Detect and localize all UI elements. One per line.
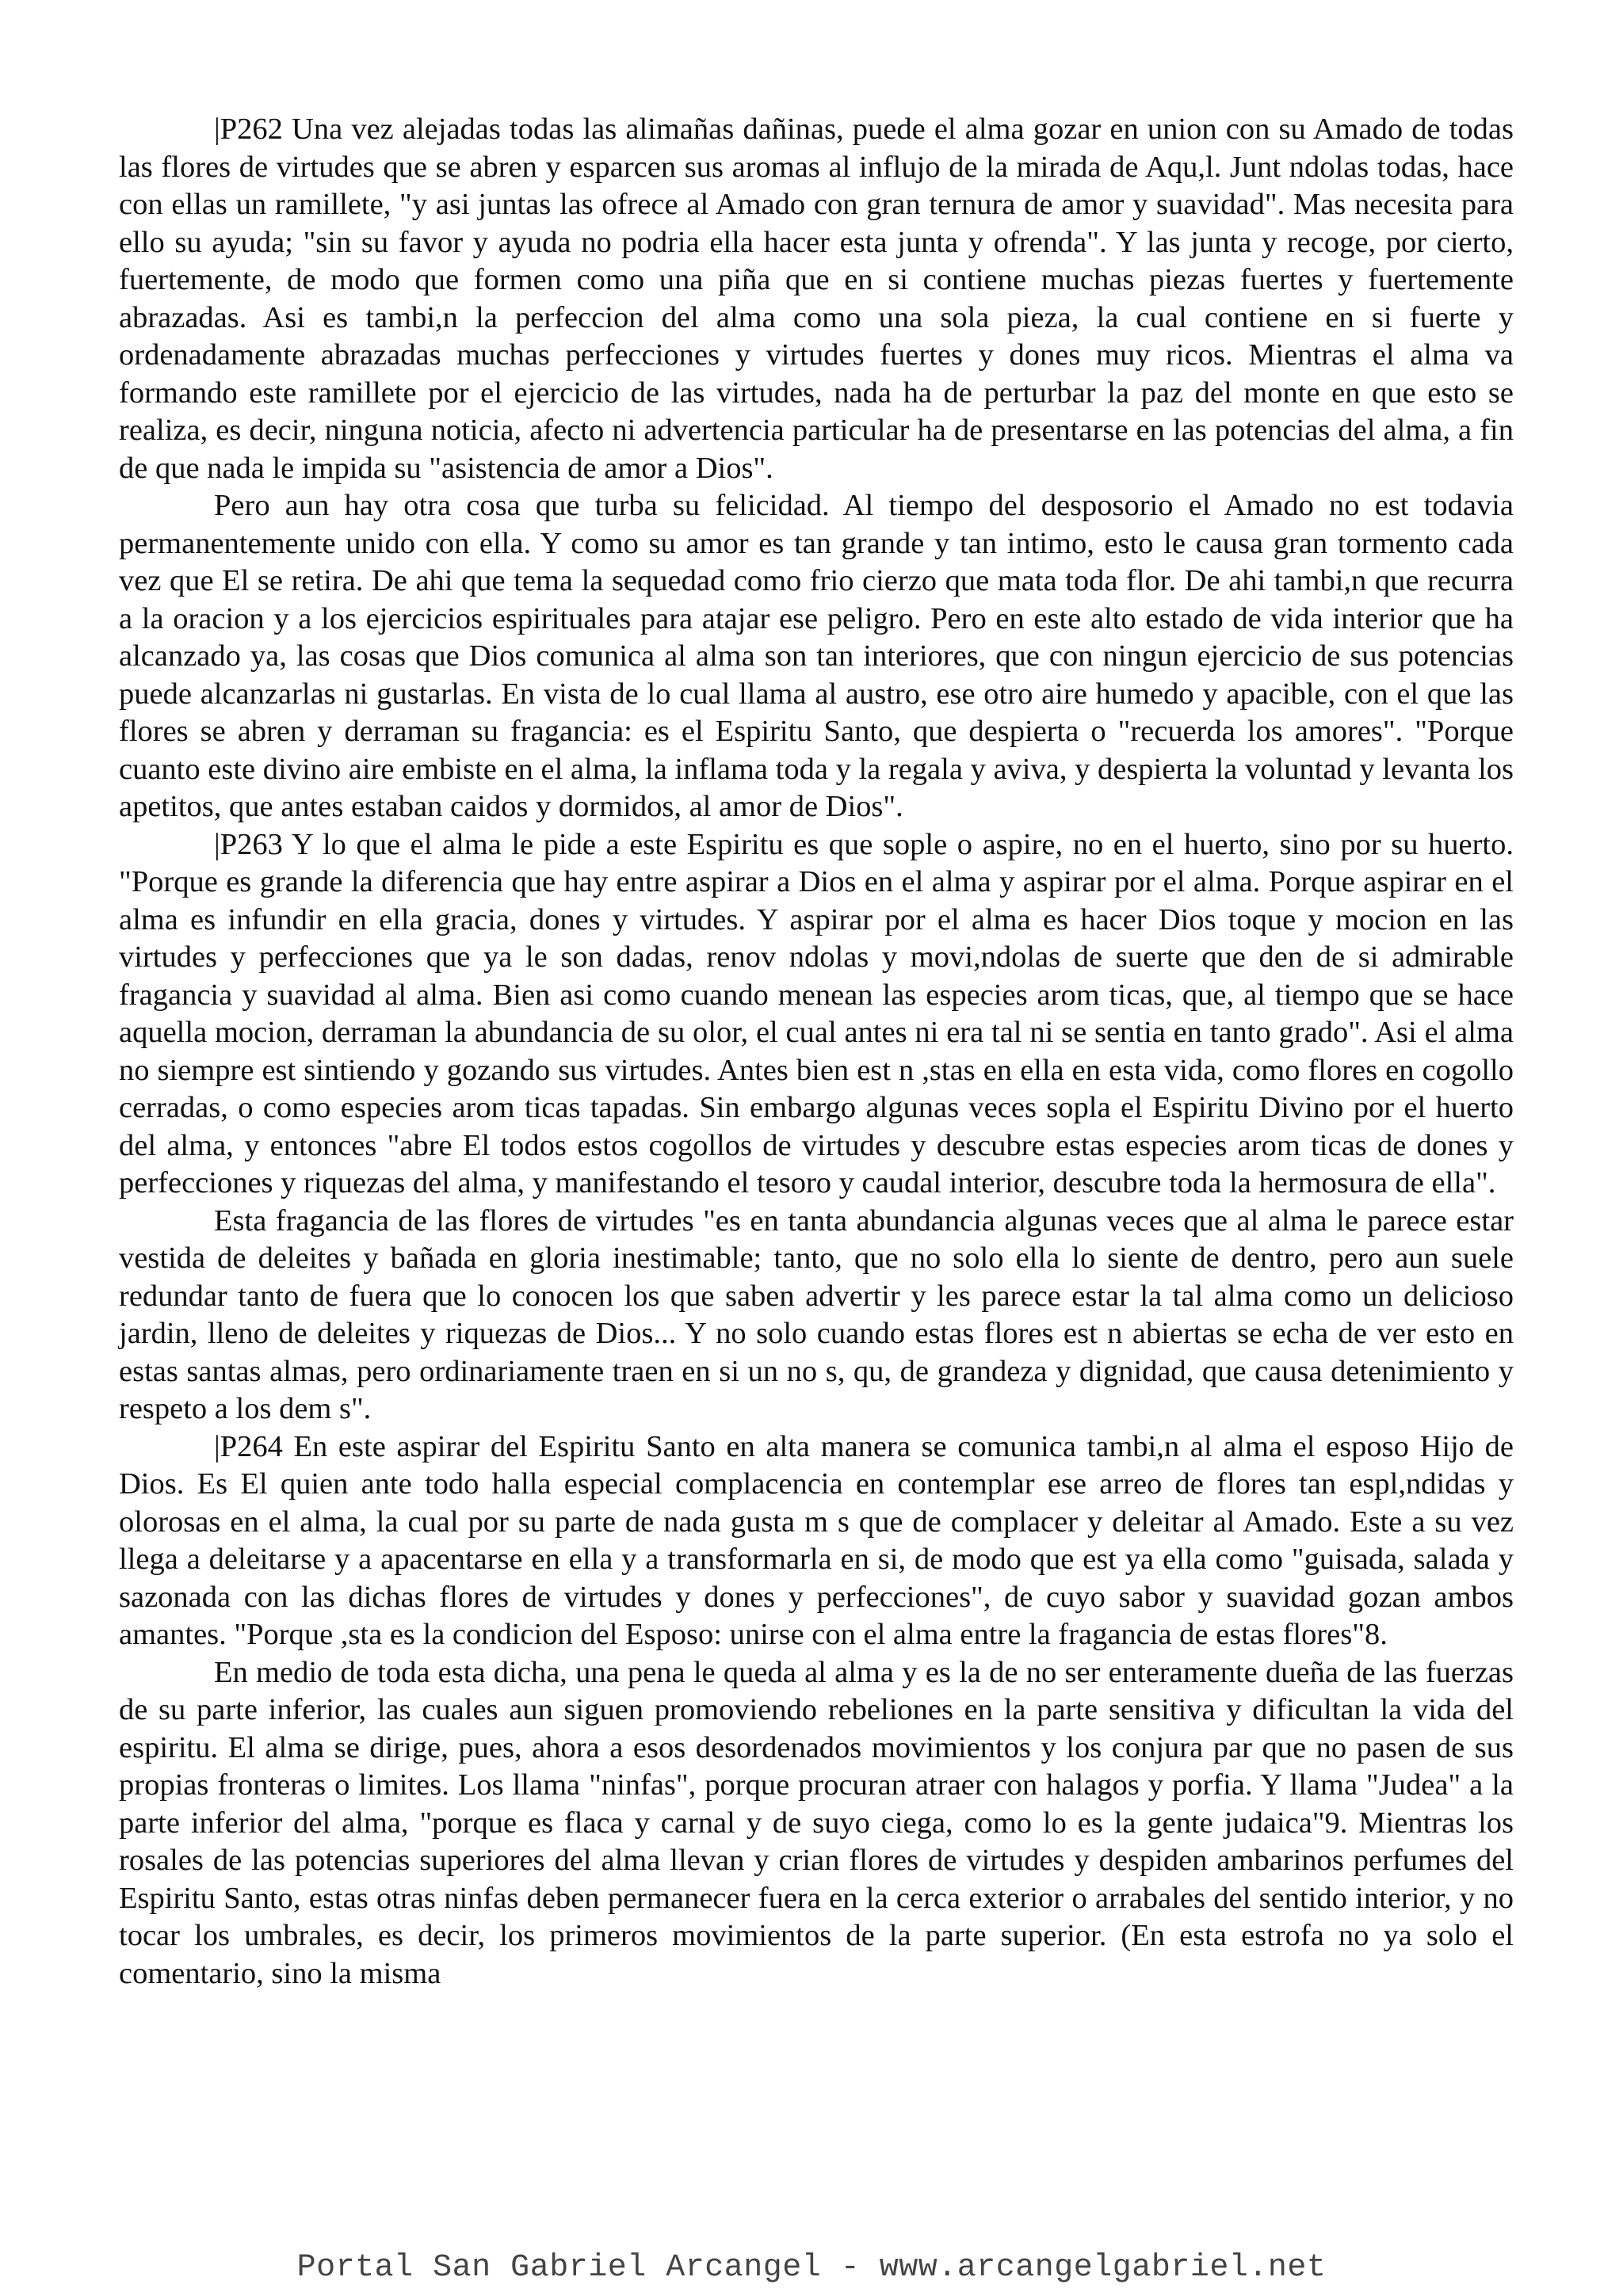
paragraph-felicidad: Pero aun hay otra cosa que turba su felicidad. Al tiempo del desposorio el Amado no est todavia permanentemente unido con ella. Y como su amor es tan grande y tan intimo, esto le causa gran tormento cada vez que El se retira. De ahi que tema la sequedad como frio cierzo que mata toda flor. De ahi tambi,n que recurra a la oracion y a los ejercicios espirituales para atajar ese peligro. Pero en este alto estado de vida interior que ha alcanzado ya, las cosas que Dios comunica al alma son tan interiores, que con ningun ejercicio de sus potencias puede alcanzarlas ni gustarlas. En vista de lo cual llama al austro, ese otro aire humedo y apacible, con el que las flores se abren y derraman su fragancia: es el Espiritu Santo, que despierta o "recuerda los amores". "Porque cuanto este divino aire embiste en el alma, la inflama toda y la regala y aviva, y despierta la voluntad y levanta los apetitos, que antes estaban caidos y dormidos, al amor de Dios". (119, 489, 1514, 823)
paragraph-ninfas: En medio de toda esta dicha, una pena le queda al alma y es la de no ser enteramente dueña de las fuerzas de su parte inferior, las cuales aun siguen promoviendo rebeliones en la parte sensitiva y dificultan la vida del espiritu. El alma se dirige, pues, ahora a esos desordenados movimientos y los conjura par que no pasen de sus propias fronteras o limites. Los llama "ninfas", porque procuran atraer con halagos y porfia. Y llama "Judea" a la parte inferior del alma, "porque es flaca y carnal y de suyo ciega, como lo es la gente judaica"9. Mientras los rosales de las potencias superiores del alma llevan y crian flores de virtudes y despiden ambarinos perfumes del Espiritu Santo, estas otras ninfas deben permanecer fuera en la cerca exterior o arrabales del sentido interior, y no tocar los umbrales, es decir, los primeros movimientos de la parte superior. (En esta estrofa no ya solo el comentario, sino la misma (119, 1655, 1514, 1990)
paragraph-p263: |P263 Y lo que el alma le pide a este Espiritu es que sople o aspire, no en el huerto, sino por su huerto. "Porque es grande la diferencia que hay entre aspirar a Dios en el alma y aspirar por el alma. Porque aspirar en el alma es infundir en ella gracia, dones y virtudes. Y aspirar por el alma es hacer Dios toque y mocion en las virtudes y perfecciones que ya le son dadas, renov ndolas y movi,ndolas de suerte que den de si admirable fragancia y suavidad al alma. Bien asi como cuando menean las especies arom ticas, que, al tiempo que se hace aquella mocion, derraman la abundancia de su olor, el cual antes ni era tal ni se sentia en tanto grado". Asi el alma no siempre est sintiendo y gozando sus virtudes. Antes bien est n ,stas en ella en esta vida, como flores en cogollo cerradas, o como especies arom ticas tapadas. Sin embargo algunas veces sopla el Espiritu Divino por el huerto del alma, y entonces "abre El todos estos cogollos de virtudes y descubre estas especies arom ticas de dones y perfecciones y riquezas del alma, y manifestando el tesoro y caudal interior, descubre toda la hermosura de ella". (119, 827, 1514, 1199)
document-body (119, 111, 1514, 1993)
paragraph-p262: |P262 Una vez alejadas todas las alimañas dañinas, puede el alma gozar en union con su Amado de todas las flores de virtudes que se abren y esparcen sus aromas al influjo de la mirada de Aqu,l. Junt ndolas todas, hace con ellas un ramillete, "y asi juntas las ofrece al Amado con gran ternura de amor y suavidad". Mas necesita para ello su ayuda; "sin su favor y ayuda no podria ella hacer esta junta y ofrenda". Y las junta y recoge, por cierto, fuertemente, de modo que formen como una piña que en si contiene muchas piezas fuertes y fuertemente abrazadas. Asi es tambi,n la perfeccion del alma como una sola pieza, la cual contiene en si fuerte y ordenadamente abrazadas muchas perfecciones y virtudes fuertes y dones muy ricos. Mientras el alma va formando este ramillete por el ejercicio de las virtudes, nada ha de perturbar la paz del monte en que esto se realiza, es decir, ninguna noticia, afecto ni advertencia particular ha de presentarse en las potencias del alma, a fin de que nada le impida su "asistencia de amor a Dios". (119, 113, 1514, 485)
page-footer: Portal San Gabriel Arcangel - www.arcangelgabriel.net (296, 2250, 1327, 2286)
paragraph-fragancia: Esta fragancia de las flores de virtudes "es en tanta abundancia algunas veces que al alma le parece estar vestida de deleites y bañada en gloria inestimable; tanto, que no solo ella lo siente de dentro, pero aun suele redundar tanto de fuera que lo conocen los que saben advertir y les parece estar la tal alma como un delicioso jardin, lleno de deleites y riquezas de Dios... Y no solo cuando estas flores est n abiertas se echa de ver esto en estas santas almas, pero ordinariamente traen en si un no s, qu, de grandeza y dignidad, que causa detenimiento y respeto a los dem s". (119, 1203, 1514, 1425)
paragraph-p264: |P264 En este aspirar del Espiritu Santo en alta manera se comunica tambi,n al alma el esposo Hijo de Dios. Es El quien ante todo halla especial complacencia en contemplar ese arreo de flores tan espl,ndidas y olorosas en el alma, la cual por su parte de nada gusta m s que de complacer y deleitar al Amado. Este a su vez llega a deleitarse y a apacentarse en ella y a transformarla en si, de modo que est ya ella como "guisada, salada y sazonada con las dichas flores de virtudes y dones y perfecciones", de cuyo sabor y suavidad gozan ambos amantes. "Porque ,sta es la condicion del Esposo: unirse con el alma entre la fragancia de estas flores"8. (119, 1429, 1514, 1651)
